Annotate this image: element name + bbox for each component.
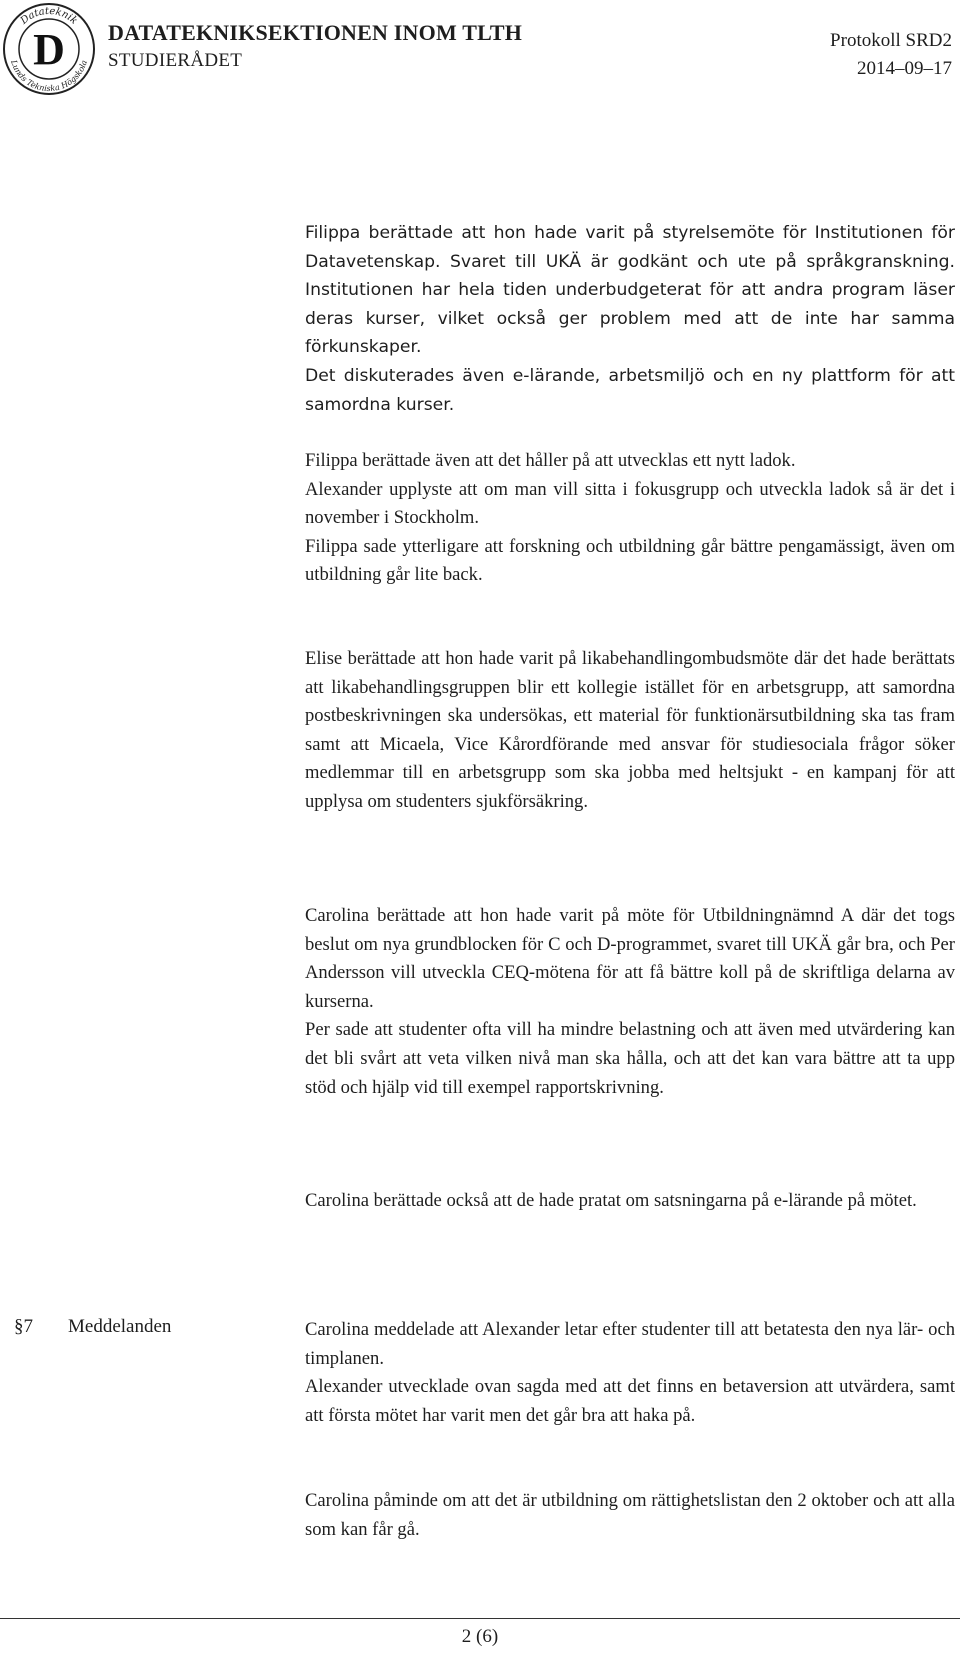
- document-name: Protokoll SRD2: [830, 30, 952, 51]
- section-logo: [2, 2, 96, 96]
- section-7-text: [305, 1316, 955, 1430]
- section-title: Meddelanden: [68, 1316, 172, 1337]
- paragraph: Filippa berättade att hon hade varit på styrelsemöte för Institutionen för Datavetenskap. Svaret till UKÄ är godkänt och ute på språkgranskning. Institutionen har hela tiden underbudgeterat för att andra program läser deras kurser, vilket också ger problem med att de inte har samma förkunskaper.: [305, 223, 955, 358]
- section-number: §7: [14, 1316, 33, 1337]
- org-subtitle: STUDIERÅDET: [108, 50, 243, 71]
- paragraph: Elise berättade att hon hade varit på likabehandlingombudsmöte där det hade berättats att likabehandlingsgruppen blir ett kollegie istället för en arbetsgrupp, att samordna postbeskrivningen ska undersökas, ett material för funktionärsutbildning ska tas fram samt att Micaela, Vice Kårordförande med ansvar för studiesociala frågor söker medlemmar till en arbetsgrupp som ska jobba med heltsjukt - en kampanj för att upplysa om studenters sjukförsäkring.: [305, 648, 955, 812]
- paragraph: Filippa berättade även att det håller på att utvecklas ett nytt ladok.: [305, 450, 796, 471]
- paragraph: Per sade att studenter ofta vill ha mindre belastning och att även med utvärdering kan det bli svårt att veta vilken nivå man ska hålla, och att det kan vara bättre att ta upp stöd och hjälp vid till exempel rapportskrivning.: [305, 1019, 955, 1098]
- paragraph-block-4: [305, 902, 955, 1102]
- paragraph: Det diskuterades även e-lärande, arbetsmiljö och en ny plattform för att samordna kurser.: [305, 365, 955, 415]
- paragraph: Carolina berättade att hon hade varit på möte för Utbildningnämnd A där det togs beslut om nya grundblocken för C och D-programmet, svaret till UKÄ går bra, och Per Andersson vill utveckla CEQ-mötena för att få bättre koll på de skriftliga delarna av kurserna.: [305, 905, 955, 1012]
- paragraph-block-2: [305, 447, 955, 590]
- logo-text-bottom: Lunds Tekniska Högskola: [9, 59, 89, 94]
- footer-divider: [0, 1618, 960, 1619]
- paragraph: Filippa sade ytterligare att forskning och utbildning går bättre pengamässigt, även om utbildning går lite back.: [305, 535, 955, 586]
- logo-glyph: D: [33, 25, 65, 74]
- paragraph: Carolina berättade också att de hade pratat om satsningarna på e-lärande på mötet.: [305, 1190, 917, 1211]
- paragraph: Carolina meddelade att Alexander letar efter studenter till att betatesta den nya lär- och timplanen.: [305, 1319, 955, 1369]
- paragraph-block-1: [305, 219, 955, 419]
- paragraph: Alexander upplyste att om man vill sitta i fokusgrupp och utveckla ladok så är det i november i Stockholm.: [305, 478, 955, 529]
- paragraph: Alexander utvecklade ovan sagda med att det finns en betaversion att utvärdera, samt att första mötet har varit men det går bra att haka på.: [305, 1376, 955, 1426]
- logo-text-top: Datateknik: [18, 5, 80, 27]
- paragraph: Carolina påminde om att det är utbildning om rättighetslistan den 2 oktober och att alla som kan får gå.: [305, 1490, 955, 1540]
- paragraph-block-3: [305, 645, 955, 817]
- paragraph-block-5: [305, 1187, 955, 1216]
- page-number: 2 (6): [461, 1626, 499, 1647]
- document-date: 2014–09–17: [857, 58, 952, 79]
- section-7-note: [305, 1487, 955, 1544]
- org-title: DATATEKNIKSEKTIONEN INOM TLTH: [108, 20, 523, 45]
